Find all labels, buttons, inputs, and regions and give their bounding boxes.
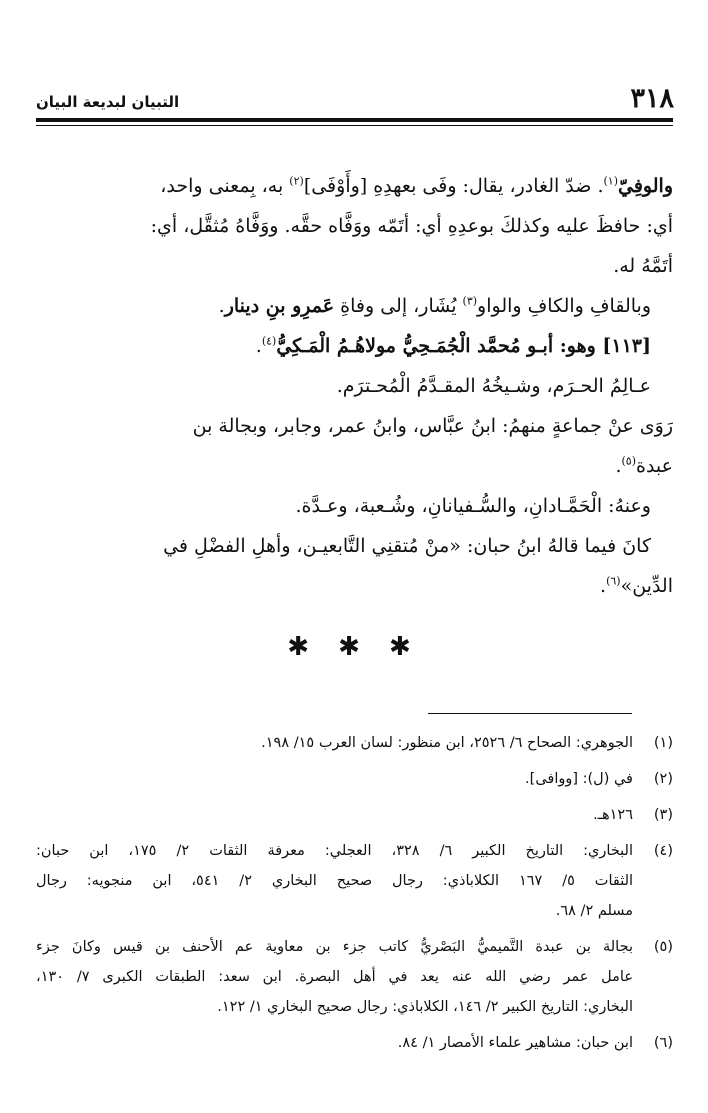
footnote-4: [36, 836, 673, 926]
footnote-text: عامل عمر رضي الله عنه يعد في أهل البصرة. ابن سعد: الطبقات الكبرى ٧/ ١٣٠،: [36, 969, 633, 985]
paragraph-7-text: الدِّين»: [620, 575, 673, 597]
footnote-3: [36, 800, 673, 830]
paragraph-6: وعنهُ: الْحَمَّـادانِ، والسُّـفيانانِ، وشُـعبة، وعـدَّة.: [295, 495, 651, 517]
paragraph-5-line-1: رَوَى عنْ جماعةٍ منهمُ: ابنُ عبَّاس، وابنُ عمر، وجابر، وبجالة بن: [192, 415, 673, 437]
footnote-ref-3: (٣): [462, 294, 478, 308]
footnote-ref-6: (٦): [606, 574, 621, 588]
footnote-number: (٢): [653, 771, 673, 787]
paragraph-7-line-2: [36, 566, 673, 606]
paragraph-5-line-2: [36, 446, 673, 486]
entry-113-heading: [١١٣] وهو: أبـو مُحمَّد الْجُمَـحِيُّ مولاهُـمُ الْمَـكِيُّ: [276, 335, 651, 357]
paragraph-2-text-b: يُشَار، إلى وفاةِ: [334, 295, 463, 317]
footnote-text: ابن حبان: مشاهير علماء الأمصار ١/ ٨٤.: [397, 1035, 633, 1051]
footnote-5: [36, 932, 673, 1022]
header-rule-thick: [36, 118, 673, 122]
paragraph-1-text-a: . ضدّ الغادر، يقال: وفَى بعهدِهِ [وأَوْفَى]: [303, 175, 604, 197]
paragraph-1-line-2: أي: حافظَ عليه وكذلكَ بوعدِهِ أي: أتَمّه ووَفَّاه حقَّه. ووَفَّاهُ مُثقَّل، أي:: [150, 215, 673, 237]
footnote-text: في (ل): [ووافى].: [525, 771, 633, 787]
header-rule-thin: [36, 125, 673, 126]
paragraph-1-text-b: به، بِمعنى واحد،: [160, 175, 290, 197]
footnote-number: (٣): [653, 807, 673, 823]
paragraph-1-line-1: [36, 166, 673, 206]
main-text: [36, 166, 673, 606]
paragraph-4: عـالِمُ الحـرَم، وشـيخُهُ المقـدَّمُ الْمُحـترَم.: [336, 375, 651, 397]
footnote-text: الجوهري: الصحاح ٦/ ٢٥٢٦، ابن منظور: لسان العرب ١٥/ ١٩٨.: [261, 735, 633, 751]
footnote-2: [36, 764, 673, 794]
footnote-ref-2: (٢): [289, 174, 304, 188]
paragraph-5-text: عبدة: [636, 455, 673, 477]
footnote-text: بجالة بن عبدة التَّميميُّ البَصْريُّ كاتب جزء بن معاوية عم الأحنف بن قيس وكانَ جزء: [36, 939, 633, 955]
footnote-ref-5: (٥): [621, 454, 636, 468]
paragraph-5-end: .: [615, 455, 622, 477]
term-alwafi: والوفِيّ: [618, 175, 673, 197]
paragraph-7-end: .: [600, 575, 607, 597]
footnote-text: ١٢٦هـ.: [593, 807, 633, 823]
paragraph-2: [36, 286, 673, 326]
footnote-ref-4: (٤): [261, 334, 277, 348]
footnote-text: البخاري: التاريخ الكبير ٦/ ٣٢٨، العجلي: معرفة الثقات ٢/ ١٧٥، ابن حبان:: [36, 843, 633, 859]
paragraph-2-text-a: وبالقافِ والكافِ والواو: [477, 295, 651, 317]
footnote-number: (٦): [653, 1035, 673, 1051]
running-title: التبيان لبديعة البيان: [36, 93, 180, 111]
paragraph-2-end: .: [218, 295, 225, 317]
footnote-ref-1: (١): [603, 174, 619, 188]
footnote-text: مسلم ٢/ ٦٨.: [555, 903, 633, 919]
paragraph-1-line-3: أتَمَّهُ له.: [613, 255, 673, 277]
footnote-number: (٤): [653, 843, 673, 859]
footnote-number: (١): [653, 735, 673, 751]
paragraph-3-entry: [36, 326, 673, 366]
paragraph-7-line-1: كانَ فيما قالهُ ابنُ حبان: «منْ مُتقنِي التَّابعيـن، وأهلِ الفضْلِ في: [163, 535, 651, 557]
footnote-6: [36, 1028, 673, 1058]
footnote-rule: [428, 713, 632, 714]
footnote-number: (٥): [653, 939, 673, 955]
name-amr-ibn-dinar: عَمرِو بنِ دينار: [224, 295, 335, 317]
footnote-text: الثقات ٥/ ١٦٧ الكلاباذي: رجال صحيح البخاري ٢/ ٥٤١، ابن منجويه: رجال: [36, 873, 633, 889]
paragraph-3-end: .: [255, 335, 262, 357]
footnote-1: [36, 728, 673, 758]
section-separator-stars: ✱ ✱ ✱: [287, 632, 421, 662]
footnote-text: البخاري: التاريخ الكبير ٢/ ١٤٦، الكلاباذي: رجال صحيح البخاري ١/ ١٢٢.: [217, 999, 633, 1015]
page-number: ٣١٨: [630, 83, 674, 114]
footnotes: [36, 728, 673, 1064]
